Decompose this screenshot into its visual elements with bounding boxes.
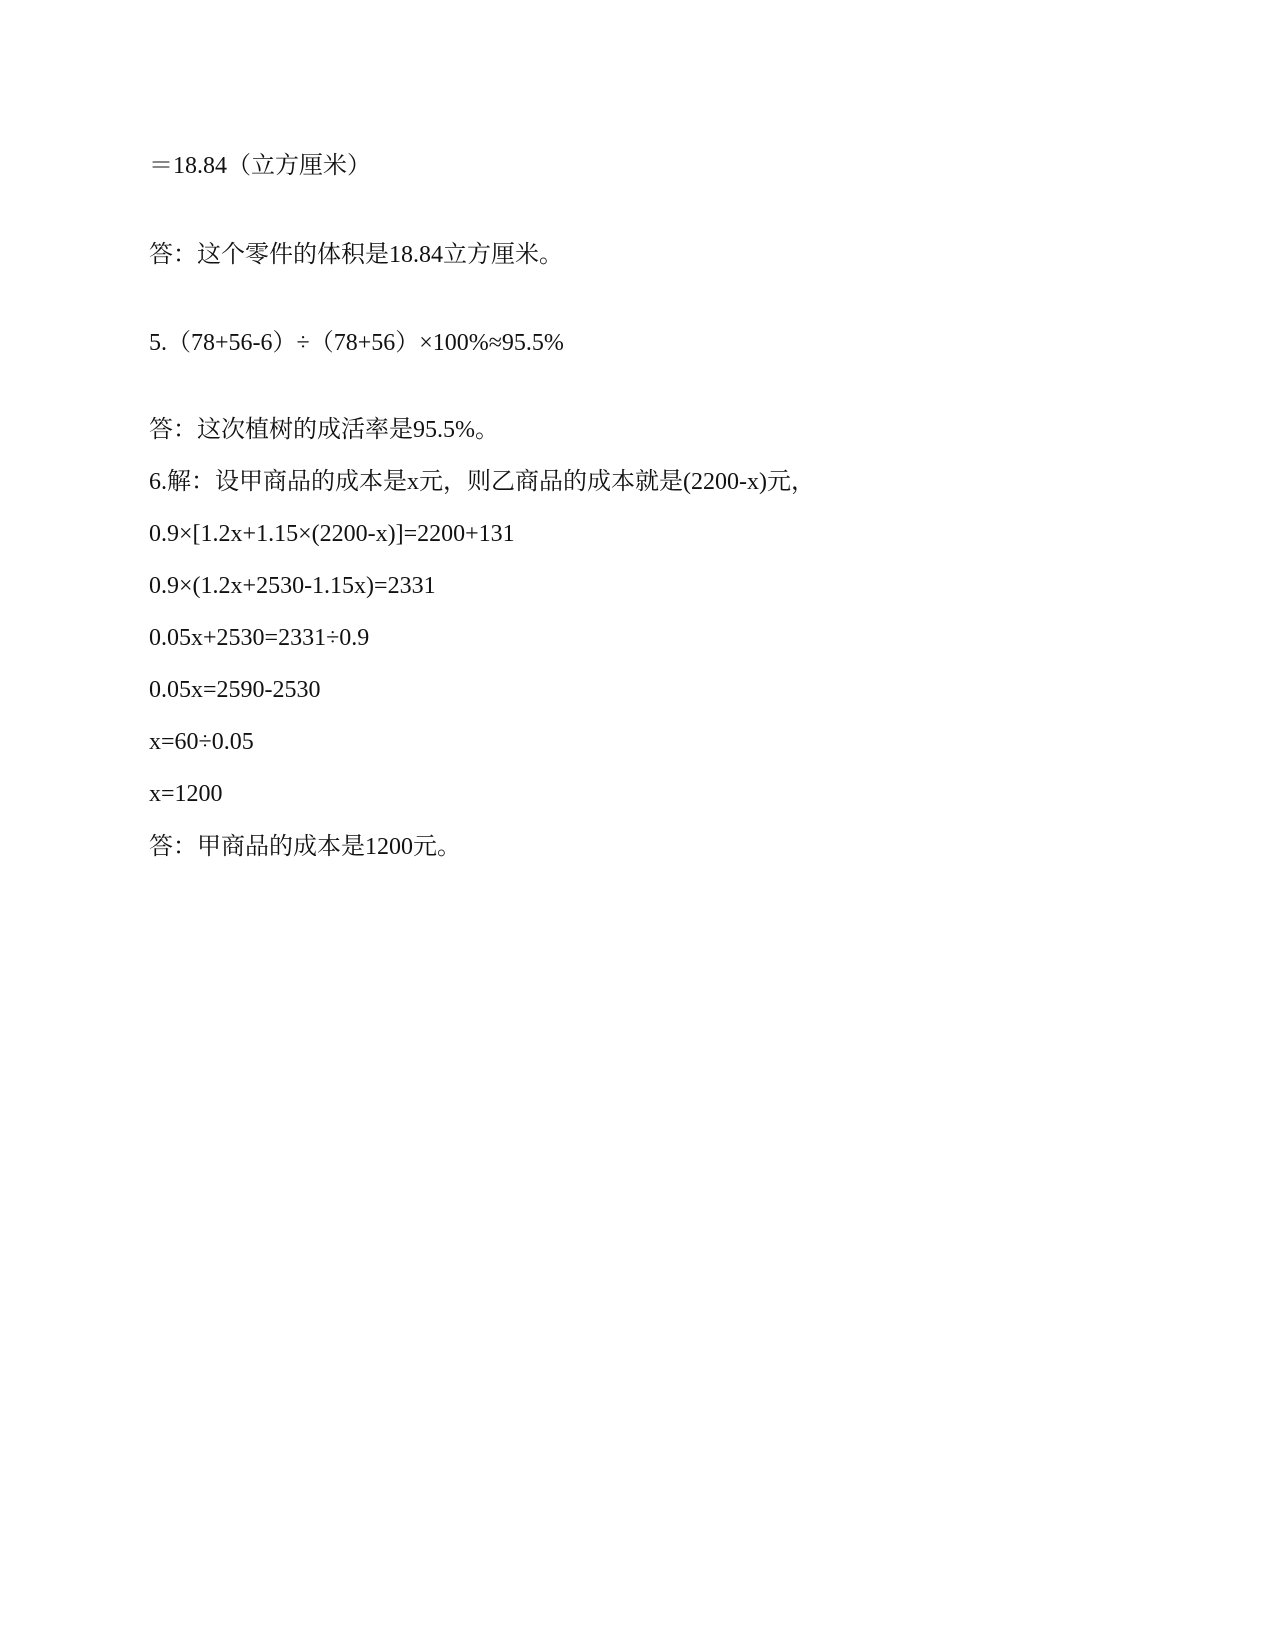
problem-6-setup-line: 6.解：设甲商品的成本是x元，则乙商品的成本就是(2200-x)元， bbox=[149, 469, 815, 495]
equation-step-4: 0.05x=2590-2530 bbox=[149, 677, 321, 703]
problem-5-calculation-line: 5.（78+56-6）÷（78+56）×100%≈95.5% bbox=[149, 330, 564, 356]
equation-step-2: 0.9×(1.2x+2530-1.15x)=2331 bbox=[149, 573, 436, 599]
equation-step-5: x=60÷0.05 bbox=[149, 729, 254, 755]
equation-step-3: 0.05x+2530=2331÷0.9 bbox=[149, 625, 370, 651]
equation-step-6: x=1200 bbox=[149, 781, 223, 807]
equation-step-1: 0.9×[1.2x+1.15×(2200-x)]=2200+131 bbox=[149, 521, 515, 547]
answer-survival-rate-line: 答：这次植树的成活率是95.5%。 bbox=[149, 417, 499, 443]
volume-result-line: ＝18.84（立方厘米） bbox=[149, 153, 371, 179]
answer-volume-line: 答：这个零件的体积是18.84立方厘米。 bbox=[149, 242, 563, 268]
answer-cost-line: 答：甲商品的成本是1200元。 bbox=[149, 834, 461, 860]
